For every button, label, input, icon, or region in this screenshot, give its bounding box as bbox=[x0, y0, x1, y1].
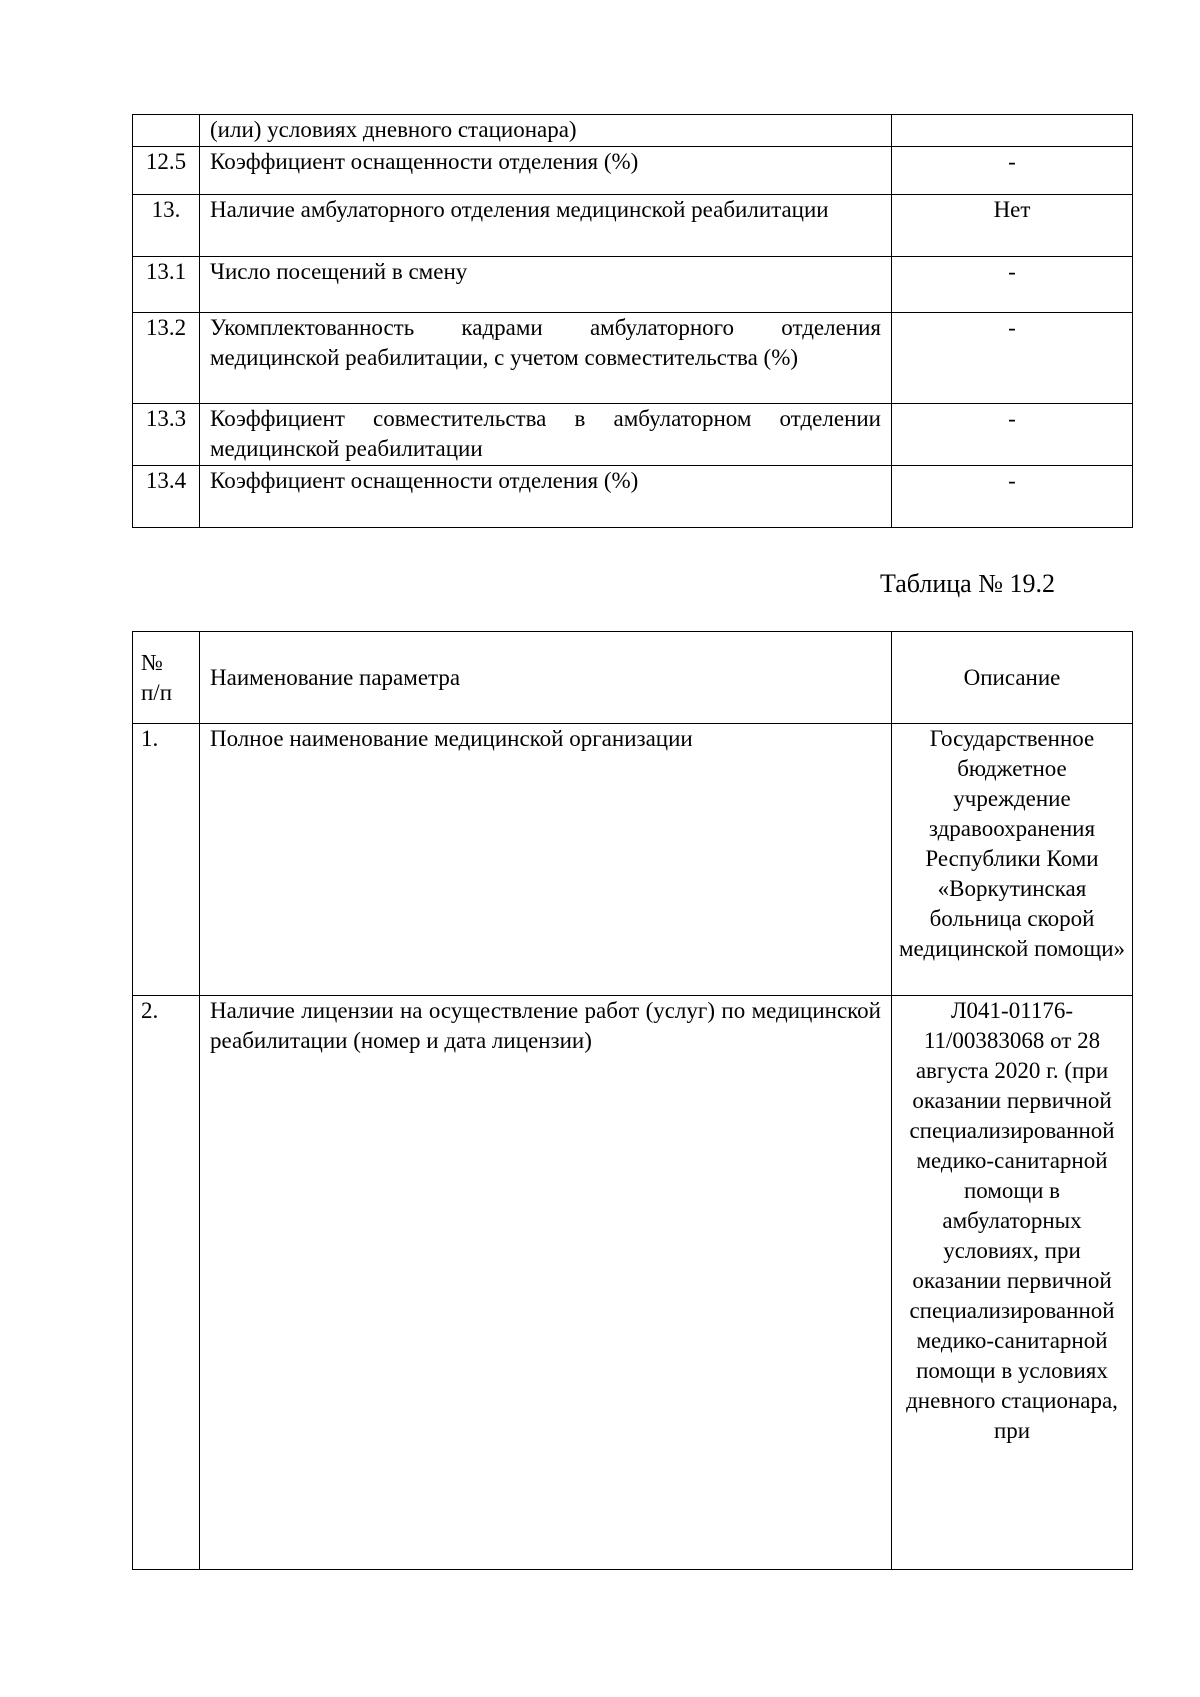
parameters-table bbox=[132, 631, 1133, 1570]
parameters-table-continued bbox=[132, 114, 1133, 528]
parameter-name-cell: Коэффициент оснащенности отделения (%) bbox=[200, 147, 892, 195]
parameter-name-cell: Наличие лицензии на осуществление работ (услуг) по медицинской реабилитации (номер и дата лицензии) bbox=[200, 996, 892, 1570]
row-number-cell: 13.2 bbox=[133, 313, 200, 404]
parameter-value-cell: Государственное бюджетное учреждение здравоохранения Республики Коми «Воркутинская больница скорой медицинской помощи» bbox=[892, 724, 1133, 996]
parameter-name-cell: Коэффициент оснащенности отделения (%) bbox=[200, 466, 892, 528]
row-number-cell: 13. bbox=[133, 195, 200, 257]
column-header-number bbox=[133, 632, 200, 724]
parameter-name-cell: (или) условиях дневного стационара) bbox=[200, 115, 892, 147]
parameter-value-cell: Л041-01176-11/00383068 от 28 августа 2020 г. (при оказании первичной специализированной медико-санитарной помощи в амбулаторных условиях, при оказании первичной специализированной медико-санитарной помощи в условиях дневного стационара, при bbox=[892, 996, 1133, 1570]
table-caption: Таблица № 19.2 bbox=[880, 569, 1056, 598]
parameter-name-cell: Число посещений в смену bbox=[200, 257, 892, 313]
parameter-name-cell: Коэффициент совместительства в амбулаторном отделении медицинской реабилитации bbox=[200, 404, 892, 466]
table-row bbox=[133, 466, 1133, 528]
row-number-cell: 12.5 bbox=[133, 147, 200, 195]
table-row bbox=[133, 115, 1133, 147]
column-header-number-abbr: п/п bbox=[141, 679, 173, 705]
parameter-value-cell: - bbox=[892, 313, 1133, 404]
table-row bbox=[133, 404, 1133, 466]
parameter-name-cell: Укомплектованность кадрами амбулаторного отделения медицинской реабилитации, с учетом совместительства (%) bbox=[200, 313, 892, 404]
row-number-cell: 13.3 bbox=[133, 404, 200, 466]
table-header-row bbox=[133, 632, 1133, 724]
column-header-number-symbol: № bbox=[141, 649, 163, 675]
parameter-value-cell: - bbox=[892, 466, 1133, 528]
parameter-value-cell: - bbox=[892, 404, 1133, 466]
parameter-value-cell bbox=[892, 115, 1133, 147]
table-row bbox=[133, 313, 1133, 404]
parameter-name-cell: Полное наименование медицинской организации bbox=[200, 724, 892, 996]
row-number-cell bbox=[133, 115, 200, 147]
parameter-name-cell: Наличие амбулаторного отделения медицинской реабилитации bbox=[200, 195, 892, 257]
row-number-cell: 1. bbox=[133, 724, 200, 996]
column-header-value: Описание bbox=[892, 632, 1133, 724]
table-row bbox=[133, 147, 1133, 195]
table-row bbox=[133, 257, 1133, 313]
column-header-name: Наименование параметра bbox=[200, 632, 892, 724]
row-number-cell: 2. bbox=[133, 996, 200, 1570]
table-row bbox=[133, 996, 1133, 1570]
row-number-cell: 13.4 bbox=[133, 466, 200, 528]
parameter-value-cell: Нет bbox=[892, 195, 1133, 257]
parameter-value-cell: - bbox=[892, 147, 1133, 195]
parameter-value-cell: - bbox=[892, 257, 1133, 313]
table-row bbox=[133, 724, 1133, 996]
row-number-cell: 13.1 bbox=[133, 257, 200, 313]
table-row bbox=[133, 195, 1133, 257]
